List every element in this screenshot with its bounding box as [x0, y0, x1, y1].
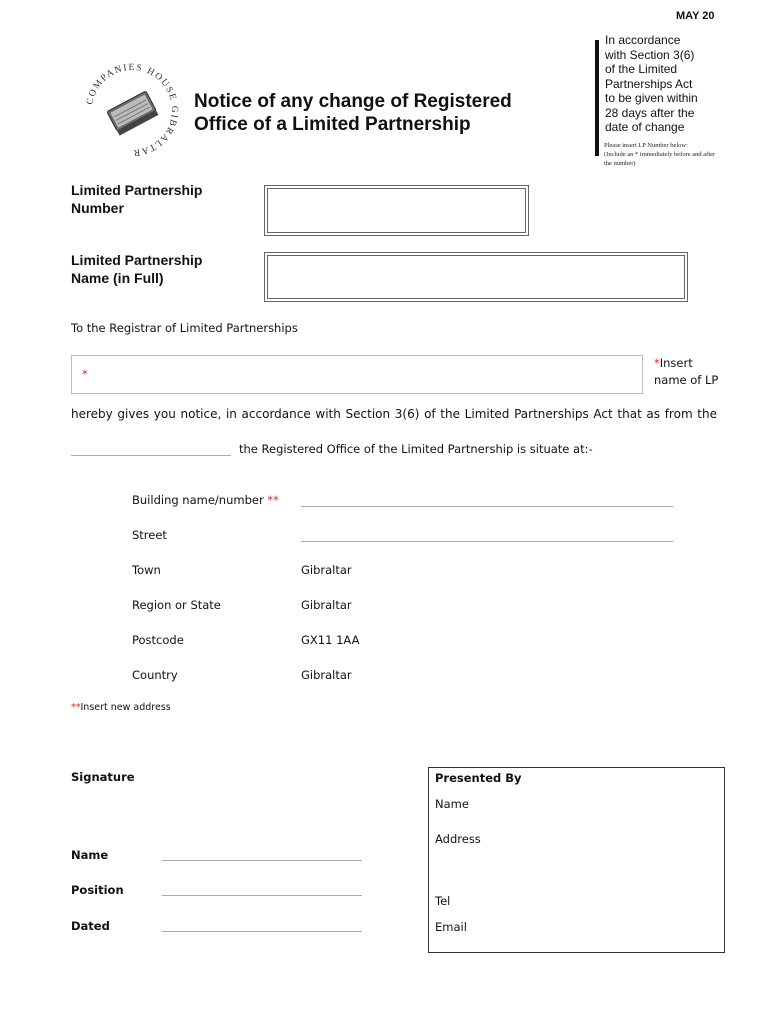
lp-number-instruction — [604, 141, 744, 168]
side-note-line: Partnerships Act — [605, 76, 693, 91]
side-note-line: to be given within — [605, 91, 698, 105]
street-label: Street — [132, 528, 167, 542]
presented-name-label[interactable]: Name — [435, 797, 469, 811]
sig-dated-field[interactable] — [162, 931, 362, 932]
lp-name-input[interactable] — [71, 355, 643, 394]
label-line: Limited Partnership — [71, 182, 203, 198]
instruction-line: Please insert LP Number below: — [604, 142, 688, 149]
required-marker: ** — [267, 493, 279, 507]
page-title — [194, 90, 584, 136]
side-note-line: 28 days after the — [605, 105, 695, 120]
sig-dated-label: Dated — [71, 919, 110, 933]
required-marker: * — [654, 356, 660, 370]
title-line: Notice of any change of Registered — [194, 91, 512, 112]
lp-name-field[interactable] — [267, 255, 685, 299]
logo-text: COMPANIES HOUSE GIBRALTAR — [85, 62, 180, 158]
postcode-label: Postcode — [132, 633, 184, 647]
required-marker: ** — [71, 702, 81, 713]
insert-note-line: name of LP — [654, 373, 719, 387]
side-note — [605, 33, 725, 135]
town-value[interactable]: Gibraltar — [301, 563, 352, 577]
title-line: Office of a Limited Partnership — [194, 114, 471, 135]
address-note-text: Insert new address — [80, 702, 171, 713]
lp-number-label — [71, 181, 202, 217]
situate-text: the Registered Office of the Limited Partnership is situate at:- — [239, 442, 593, 456]
registrar-text: To the Registrar of Limited Partnerships — [71, 321, 298, 335]
sig-name-field[interactable] — [162, 860, 362, 861]
side-note-bar — [595, 40, 599, 156]
presented-tel-label[interactable]: Tel — [435, 894, 451, 908]
building-label-text: Building name/number — [132, 493, 264, 507]
presented-by-title: Presented By — [435, 771, 522, 785]
lp-name-label — [71, 251, 202, 287]
side-note-line: date of change — [605, 120, 685, 134]
label-line: Number — [71, 200, 124, 216]
sig-position-label: Position — [71, 883, 124, 897]
region-value[interactable]: Gibraltar — [301, 598, 352, 612]
label-line: Limited Partnership — [71, 252, 203, 268]
sig-name-label: Name — [71, 848, 109, 862]
street-field[interactable] — [301, 541, 673, 542]
form-version: MAY 20 — [676, 10, 715, 22]
side-note-line: with Section 3(6) — [605, 47, 695, 62]
country-label: Country — [132, 668, 178, 682]
town-label: Town — [132, 563, 161, 577]
companies-house-seal-icon — [82, 60, 182, 160]
postcode-value[interactable]: GX11 1AA — [301, 633, 360, 647]
side-note-line: In accordance — [605, 33, 681, 47]
insert-note-line: Insert — [659, 356, 693, 370]
instruction-line: the number) — [604, 160, 636, 167]
building-field[interactable] — [301, 506, 673, 507]
side-note-line: of the Limited — [605, 62, 678, 76]
signature-label: Signature — [71, 770, 135, 784]
required-marker: * — [82, 367, 88, 381]
region-label: Region or State — [132, 598, 221, 612]
building-label — [132, 493, 279, 507]
presented-address-label[interactable]: Address — [435, 832, 481, 846]
companies-house-logo — [82, 60, 182, 160]
lp-number-field[interactable] — [267, 188, 526, 233]
sig-position-field[interactable] — [162, 895, 362, 896]
insert-note — [654, 355, 718, 389]
label-line: Name (in Full) — [71, 270, 164, 286]
country-value[interactable]: Gibraltar — [301, 668, 352, 682]
instruction-line: (Include an * immediately before and after — [604, 151, 716, 158]
presented-email-label[interactable]: Email — [435, 920, 467, 934]
address-note — [71, 702, 171, 713]
notice-text: hereby gives you notice, in accordance with Section 3(6) of the Limited Partnerships Act that as from the — [71, 407, 717, 421]
presented-by-box — [428, 767, 725, 953]
change-date-field[interactable] — [71, 455, 231, 456]
